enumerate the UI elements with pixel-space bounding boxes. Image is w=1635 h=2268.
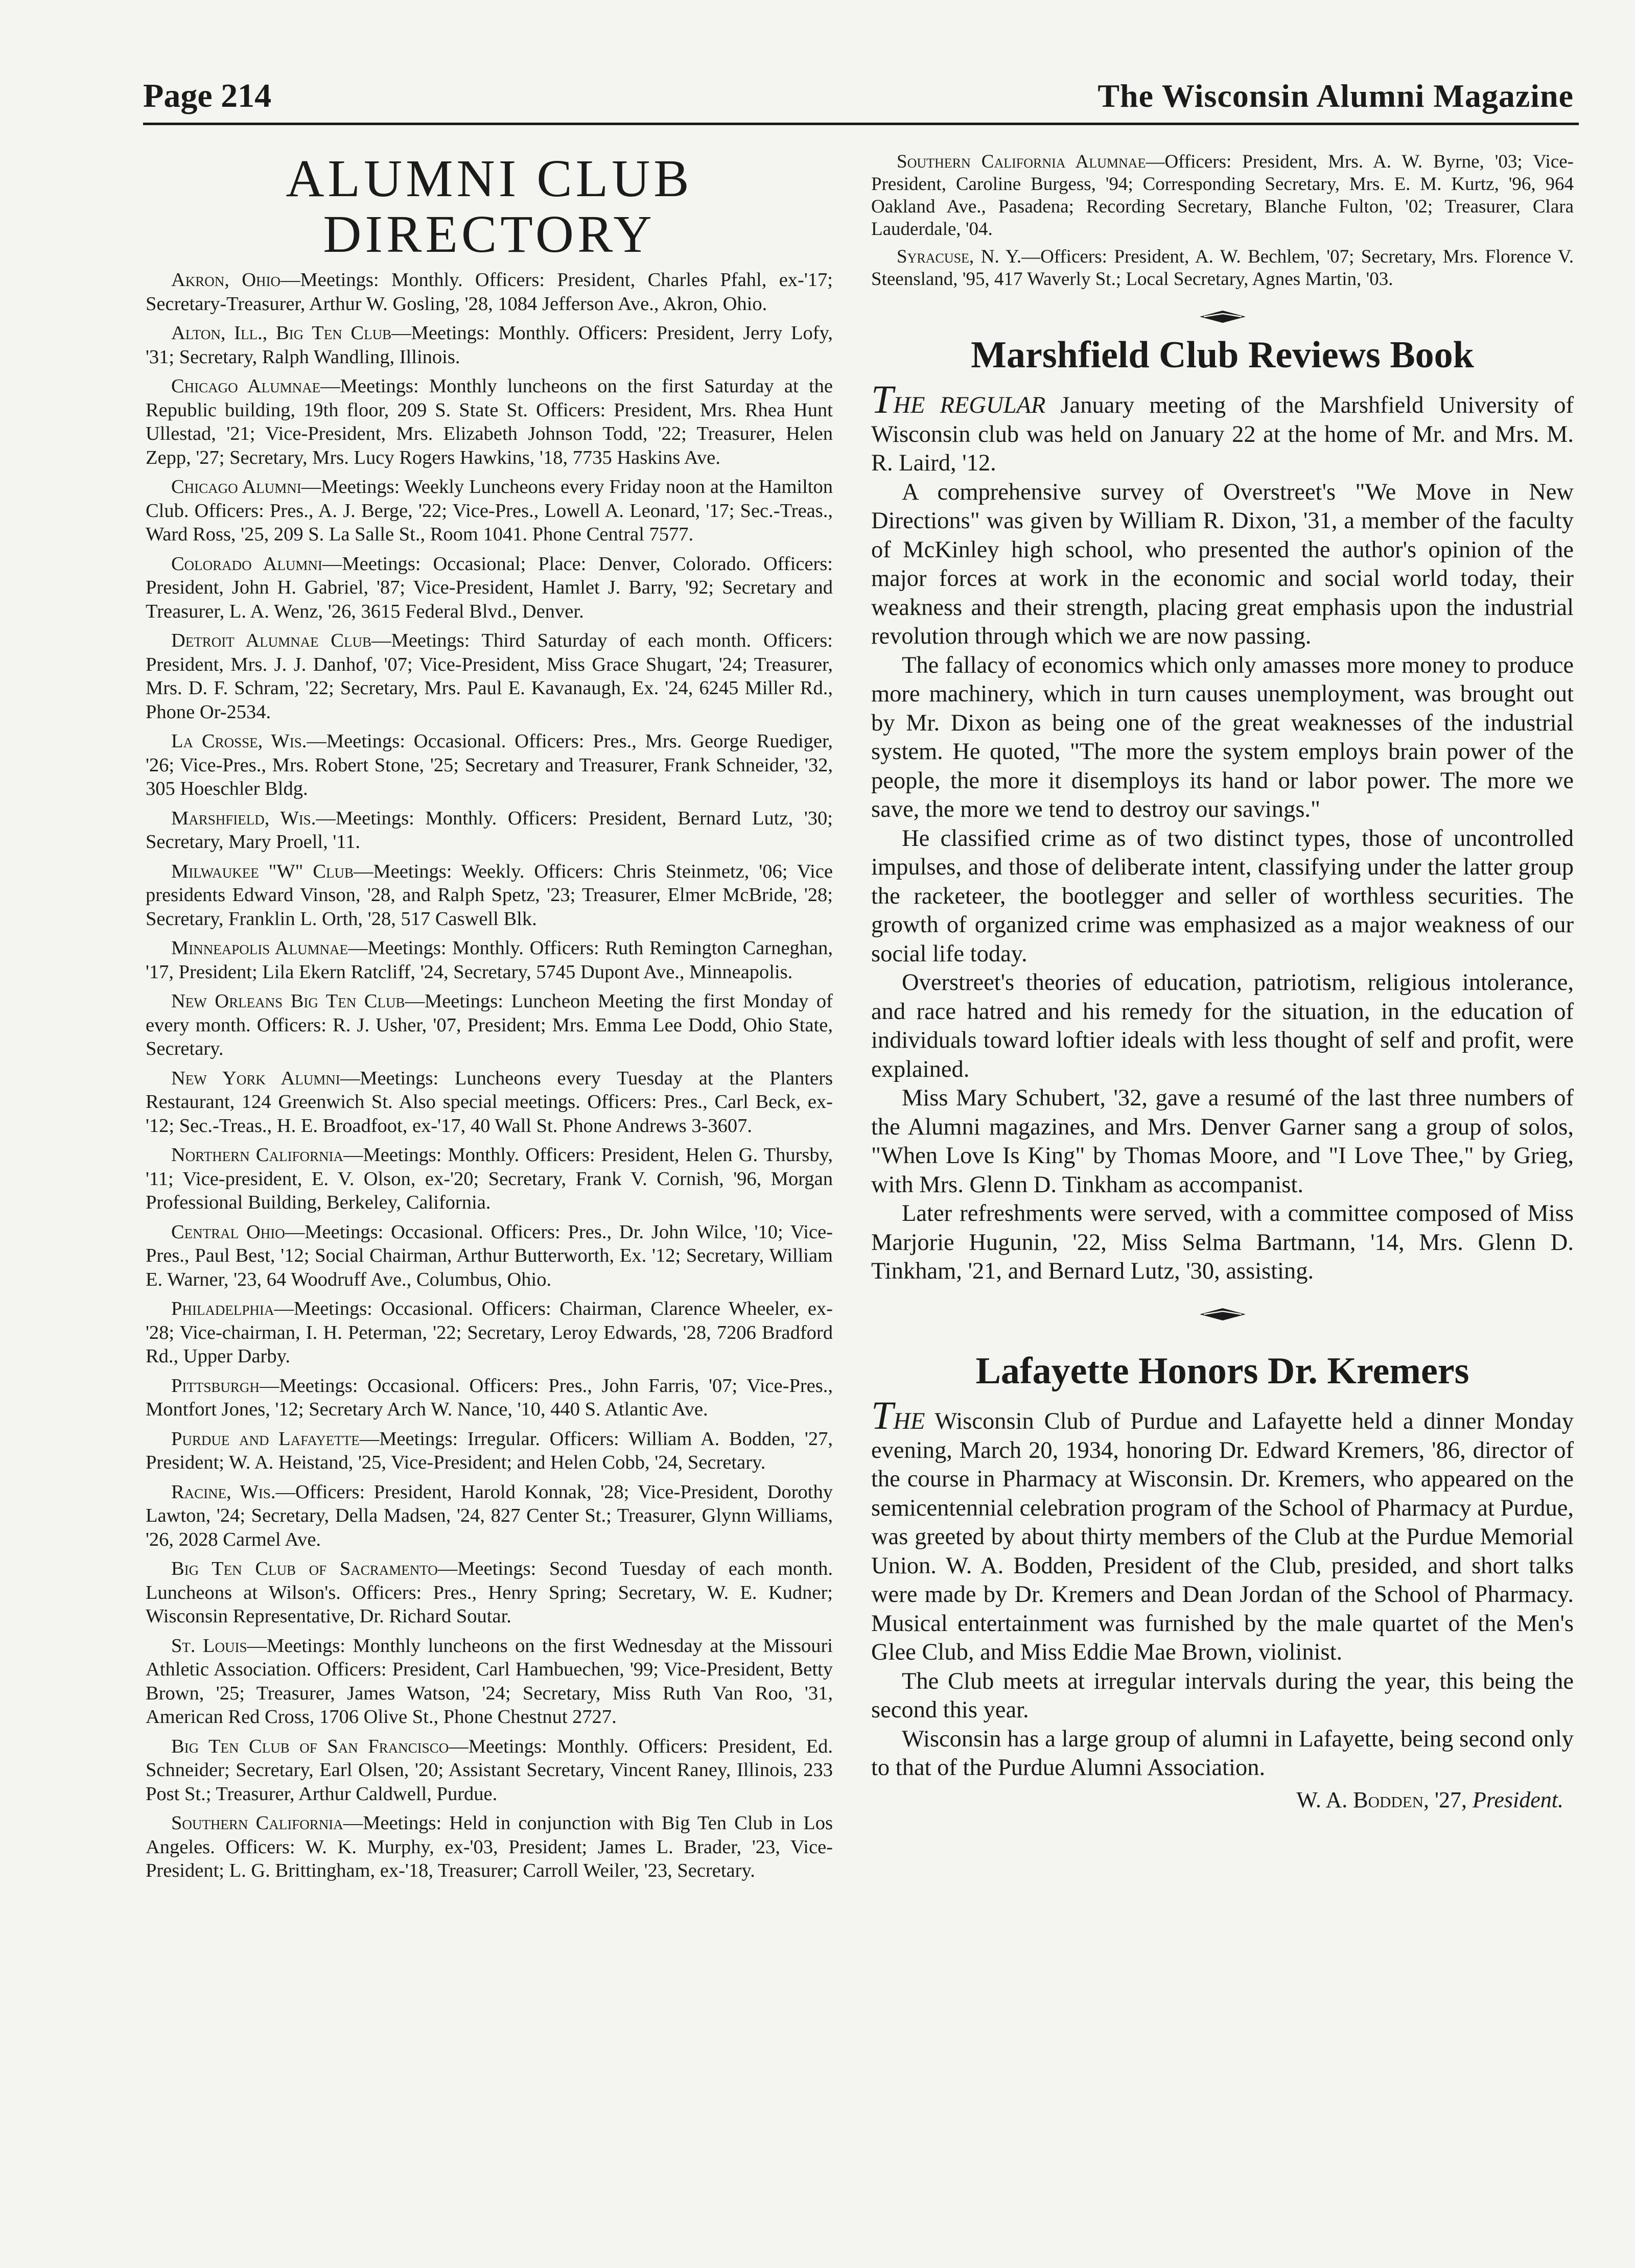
directory-entry [146, 268, 833, 316]
left-column [146, 151, 833, 1888]
club-details: —Meetings: Luncheons every Tuesday at the Planters Restaurant, 124 Greenwich St. Also special meetings. Officers: Pres., Carl Beck, ex-'12; Sec.-Treas., H. E. Broadfoot, ex-'17, 40 Wall St. Phone Andrews 3-3607. [146, 1067, 833, 1137]
directory-continued [871, 151, 1574, 291]
club-details: —Meetings: Occasional. Officers: Pres., Dr. John Wilce, '10; Vice-Pres., Paul Best, '12; Social Chairman, Arthur Butterworth, Ex. '12; Secretary, William E. Warner, '23, 64 Woodruff Ave., Columbus, Ohio. [146, 1221, 833, 1290]
club-details: —Meetings: Occasional; Place: Denver, Colorado. Officers: President, John H. Gabriel, '87; Vice-President, Hamlet J. Barry, '92; Secretary and Treasurer, L. A. Wenz, '26, 3615 Federal Blvd., Denver. [146, 553, 833, 622]
club-name: Southern California Alumnae [897, 151, 1146, 172]
right-column [871, 151, 1574, 1814]
directory-entry [146, 1143, 833, 1215]
article-paragraph: He classified crime as of two distinct types, those of uncontrolled impulses, and those of deliberate intent, classifying under the latter group the racketeer, the bootlegger and seller of worthless securities. The growth of organized crime was emphasized as a major weakness of our social life today. [871, 825, 1574, 967]
article-paragraph: Later refreshments were served, with a committee composed of Miss Marjorie Hugunin, '22, Miss Selma Bartmann, '14, Mrs. Glenn D. Tinkham, '21, and Bernard Lutz, '30, assisting. [871, 1200, 1574, 1285]
signature-title: President. [1473, 1787, 1563, 1812]
club-name: Purdue and Lafayette [171, 1428, 360, 1450]
club-details: —Meetings: Luncheon Meeting the first Monday of every month. Officers: R. J. Usher, '07, President; Mrs. Emma Lee Dodd, Ohio State, Secretary. [146, 990, 833, 1060]
club-details: —Meetings: Monthly luncheons on the first Saturday at the Republic building, 19th floor, 209 S. State St. Officers: President, Mrs. Rhea Hunt Ullestad, '21; Vice-President, Mrs. Elizabeth Johnson Todd, '22; Treasurer, Helen Zepp, '27; Secretary, Mrs. Lucy Rogers Hawkins, '18, 7735 Haskins Ave. [146, 375, 833, 468]
directory-entry [146, 1067, 833, 1138]
lead-italic: HE REGULAR [893, 392, 1046, 419]
diamond-ornament-icon [1200, 309, 1246, 324]
club-name: Milwaukee "W" Club [171, 860, 354, 882]
directory-entry [146, 1297, 833, 1368]
directory-list [146, 268, 833, 1883]
page-header [143, 77, 1574, 115]
article-paragraph: Miss Mary Schubert, '32, gave a resumé of the last three numbers of the Alumni magazines, and Mrs. Denver Garner sang a group of solos, "When Love Is King" by Thomas Moore, and "I Love Thee," by Grieg, with Mrs. Glenn D. Tinkham as accompanist. [871, 1085, 1574, 1198]
club-details: —Meetings: Monthly luncheons on the first Wednesday at the Missouri Athletic Association. Officers: President, Carl Hambuechen, '99; Vice-President, Betty Brown, '25; Treasurer, James Watson, '24; Secretary, Miss Ruth Van Roo, '31, American Red Cross, 1706 Olive St., Phone Chestnut 2727. [146, 1635, 833, 1728]
lead-text: January meeting of the Marshfield University of Wisconsin club was held on January 22 at the home of Mr. and Mrs. M. R. Laird, '12. [871, 392, 1574, 477]
club-name: Big Ten Club of Sacramento [171, 1558, 438, 1580]
directory-entry [146, 860, 833, 931]
directory-entry [146, 1811, 833, 1883]
directory-entry [146, 1735, 833, 1806]
article-title-marshfield: Marshfield Club Reviews Book [971, 334, 1474, 376]
directory-entry [871, 151, 1574, 241]
club-name: New Orleans Big Ten Club [171, 990, 405, 1012]
directory-entry [146, 1374, 833, 1422]
signature-name: W. A. Bodden, '27, [1296, 1787, 1467, 1812]
header-rule [143, 123, 1579, 125]
directory-entry [146, 807, 833, 854]
club-details: —Meetings: Weekly Luncheons every Friday noon at the Hamilton Club. Officers: Pres., A. J. Berge, '22; Vice-Pres., Lowell A. Leonard, '17; Sec.-Treas., Ward Ross, '25, 209 S. La Salle St., Room 1041. Phone Central 7577. [146, 476, 833, 546]
directory-entry [146, 936, 833, 984]
drop-cap: T [871, 1393, 894, 1438]
article-body-lafayette [871, 1667, 1574, 1783]
club-name: Marshfield, Wis. [171, 807, 316, 829]
club-details: —Meetings: Monthly. Officers: Ruth Remington Carneghan, '17, President; Lila Ekern Ratcliff, '24, Secretary, 5745 Dupont Ave., Minneapolis. [146, 937, 833, 983]
club-details: —Meetings: Irregular. Officers: William A. Bodden, '27, President; W. A. Heistand, '25, Vice-President; and Helen Cobb, '24, Secretary. [146, 1428, 833, 1474]
lead-text: Wisconsin Club of Purdue and Lafayette held a dinner Monday evening, March 20, 1934, honoring Dr. Edward Kremers, '86, director of the course in Pharmacy at Wisconsin. Dr. Kremers, who appeared on the semicentennial celebration program of the School of Pharmacy at Purdue, was greeted by about thirty members of the Club at the Purdue Memorial Union. W. A. Bodden, President of the Club, presided, and short talks were made by Dr. Kremers and Dean Jordan of the School of Pharmacy. Musical entertainment was furnished by the male quartet of the Men's Glee Club, and Miss Eddie Mae Brown, violinist. [871, 1408, 1574, 1666]
article-lead-paragraph [871, 377, 1574, 478]
article-lead-paragraph [871, 1393, 1574, 1667]
diamond-ornament-icon [1200, 1307, 1246, 1322]
directory-entry [146, 1557, 833, 1628]
club-details: —Officers: President, Mrs. A. W. Byrne, '03; Vice-President, Caroline Burgess, '94; Corresponding Secretary, Mrs. E. M. Kurtz, '96, 964 Oakland Ave., Pasadena; Recording Secretary, Blanche Fulton, '02; Treasurer, Clara Lauderdale, '04. [871, 151, 1574, 240]
club-name: Racine, Wis. [171, 1481, 276, 1503]
article-body-marshfield [871, 478, 1574, 1286]
club-details: —Officers: President, Harold Konnak, '28; Vice-President, Dorothy Lawton, '24; Secretary, Della Madsen, '24, 827 Center St.; Treasurer, Glynn Williams, '26, 2028 Carmel Ave. [146, 1481, 833, 1550]
club-details: —Meetings: Occasional. Officers: Pres., Mrs. George Ruediger, '26; Vice-Pres., Mrs. Robert Stone, '25; Secretary and Treasurer, Frank Schneider, '32, 305 Hoeschler Bldg. [146, 730, 833, 800]
club-name: Southern California [171, 1812, 343, 1834]
directory-entry [146, 989, 833, 1061]
directory-entry [146, 1427, 833, 1475]
directory-entry [146, 629, 833, 724]
club-name: Chicago Alumni [171, 476, 301, 498]
article-title-lafayette: Lafayette Honors Dr. Kremers [975, 1350, 1469, 1392]
club-details: —Meetings: Third Saturday of each month. Officers: President, Mrs. J. J. Danhof, '07; Vice-President, Miss Grace Shugart, '24; Treasurer, Mrs. D. F. Schram, '22; Secretary, Mrs. Paul E. Kavanaugh, Ex. '24, 6245 Miller Rd., Phone Or-2534. [146, 630, 833, 723]
article-paragraph: Overstreet's theories of education, patriotism, religious intolerance, and race hatred and his remedy for the situation, in the education of individuals toward loftier ideals with less thought of self and profit, were explained. [871, 970, 1574, 1082]
club-name: Central Ohio [171, 1221, 285, 1243]
club-details: —Officers: President, A. W. Bechlem, '07; Secretary, Mrs. Florence V. Steensland, '95, 417 Waverly St.; Local Secretary, Agnes Martin, '03. [871, 246, 1574, 290]
club-details: —Meetings: Monthly. Officers: President, Helen G. Thursby, '11; Vice-president, E. V. Olson, ex-'20; Secretary, Frank V. Cornish, '96, Morgan Professional Building, Berkeley, California. [146, 1144, 833, 1214]
directory-entry [146, 1634, 833, 1729]
section-divider [871, 309, 1574, 329]
article-paragraph: A comprehensive survey of Overstreet's "We Move in New Directions" was given by William R. Dixon, '31, a member of the faculty of McKinley high school, who presented the author's opinion of the major forces at work in the economic and social world today, their weakness and their strength, placing great emphasis upon the industrial revolution through which we are now passing. [871, 479, 1574, 650]
article-paragraph: The fallacy of economics which only amasses more money to produce more machinery, which in turn causes unemployment, was brought out by Mr. Dixon as being one of the great weaknesses of the industrial system. He quoted, "The more the system employs brain power of the people, the more it disemploys its hand or labor power. The more we save, the more we tend to destroy our savings." [871, 652, 1574, 823]
club-name: St. Louis [171, 1635, 247, 1657]
directory-entry [146, 475, 833, 547]
club-name: Colorado Alumni [171, 553, 322, 575]
club-name: Chicago Alumnae [171, 375, 321, 397]
directory-entry [146, 552, 833, 624]
club-details: —Meetings: Monthly. Officers: President, Charles Pfahl, ex-'17; Secretary-Treasurer, Arthur W. Gosling, '28, 1084 Jefferson Ave., Akron, Ohio. [146, 269, 833, 315]
club-name: Big Ten Club of San Francisco [171, 1735, 449, 1757]
club-details: —Meetings: Occasional. Officers: Pres., John Farris, '07; Vice-Pres., Montfort Jones, '12; Secretary Arch W. Nance, '10, 440 S. Atlantic Ave. [146, 1375, 833, 1421]
directory-entry [146, 729, 833, 801]
directory-title: ALUMNI CLUB DIRECTORY [286, 149, 693, 264]
club-details: —Meetings: Occasional. Officers: Chairman, Clarence Wheeler, ex-'28; Vice-chairman, I. H. Peterman, '22; Secretary, Leroy Edwards, '28, 7206 Bradford Rd., Upper Darby. [146, 1298, 833, 1367]
article-signature [871, 1786, 1563, 1814]
club-name: Detroit Alumnae Club [171, 630, 371, 652]
directory-entry [871, 246, 1574, 291]
club-details: —Meetings: Monthly. Officers: President, Jerry Lofy, '31; Secretary, Ralph Wandling, Illinois. [146, 322, 833, 368]
directory-entry [146, 374, 833, 469]
club-name: Philadelphia [171, 1298, 274, 1320]
article-paragraph: The Club meets at irregular intervals during the year, this being the second this year. [871, 1668, 1574, 1723]
club-details: —Meetings: Second Tuesday of each month. Luncheons at Wilson's. Officers: Pres., Henry Spring; Secretary, W. E. Kudner; Wisconsin Representative, Dr. Richard Soutar. [146, 1558, 833, 1627]
club-name: La Crosse, Wis. [171, 730, 307, 752]
directory-entry [146, 1480, 833, 1552]
club-name: New York Alumni [171, 1067, 340, 1089]
magazine-title: The Wisconsin Alumni Magazine [1097, 78, 1574, 114]
club-details: —Meetings: Weekly. Officers: Chris Steinmetz, '06; Vice presidents Edward Vinson, '28, and Ralph Spetz, '23; Treasurer, Elmer McBride, '28; Secretary, Franklin L. Orth, '28, 517 Caswell Blk. [146, 860, 833, 930]
club-details: —Meetings: Monthly. Officers: President, Ed. Schneider; Secretary, Earl Olsen, '20; Assistant Secretary, Vincent Raney, Illinois, 233 Post St.; Treasurer, Arthur Caldwell, Purdue. [146, 1735, 833, 1805]
club-name: Pittsburgh [171, 1375, 260, 1397]
article-paragraph: Wisconsin has a large group of alumni in Lafayette, being second only to that of the Purdue Alumni Association. [871, 1726, 1574, 1781]
drop-cap: T [871, 377, 894, 422]
club-name: Alton, Ill., Big Ten Club [171, 322, 392, 344]
club-details: —Meetings: Monthly. Officers: President, Bernard Lutz, '30; Secretary, Mary Proell, '11. [146, 807, 833, 853]
page-number: Page 214 [143, 77, 272, 114]
directory-entry [146, 321, 833, 369]
lead-italic: HE [893, 1408, 925, 1435]
club-name: Syracuse, N. Y. [897, 246, 1022, 267]
section-divider [871, 1307, 1574, 1327]
club-name: Minneapolis Alumnae [171, 937, 348, 959]
club-name: Akron, Ohio [171, 269, 281, 291]
directory-entry [146, 1220, 833, 1292]
club-details: —Meetings: Held in conjunction with Big Ten Club in Los Angeles. Officers: W. K. Murphy, ex-'03, President; James L. Brader, '23, Vice-President; L. G. Brittingham, ex-'18, Treasurer; Carroll Weiler, '23, Secretary. [146, 1812, 833, 1882]
club-name: Northern California [171, 1144, 343, 1166]
